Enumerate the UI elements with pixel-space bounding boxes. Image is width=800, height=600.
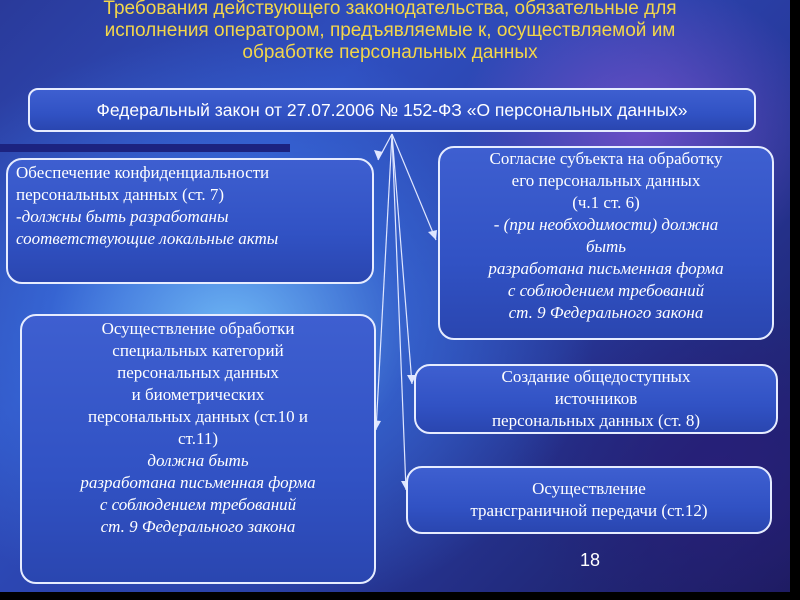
box-line-italic: быть [585,237,627,256]
box-line: Осуществление [532,479,646,498]
box-line: источников [554,389,638,408]
box-line: ст.11) [178,429,218,448]
special-categories-box [20,314,376,584]
frame-border-right [790,0,800,600]
transborder-box [406,466,772,534]
box-line: Обеспечение конфиденциальности [16,163,270,182]
box-line-italic: разработана письменная форма [80,473,316,492]
box-line-italic: с соблюдением требований [507,281,705,300]
box-line: специальных категорий [112,341,284,360]
box-line-italic: должна быть [147,451,249,470]
box-line: его персональных данных [511,171,701,190]
box-line-italic: ст. 9 Федерального закона [508,303,704,322]
box-line: (ч.1 ст. 6) [572,193,640,212]
box-line-italic: -должны быть разработаны [16,207,229,226]
box-line-italic: соответствующие локальные акты [16,229,279,248]
box-line-italic: - (при необходимости) должна [493,215,719,234]
box-line-italic: разработана письменная форма [488,259,724,278]
box-line: Согласие субъекта на обработку [489,149,723,168]
box-line-italic: ст. 9 Федерального закона [100,517,296,536]
title-line: обработке персональных данных [242,42,538,63]
consent-box [438,146,774,340]
box-line-italic: с соблюдением требований [99,495,297,514]
title-line: Требования действующего законодательства, обязательные для [103,0,677,19]
box-line: персональных данных (ст.10 и [87,407,308,426]
slide-title [20,0,760,64]
frame-border-bottom [0,592,800,600]
box-line: Осуществление обработки [101,319,295,338]
box-line: Создание общедоступных [501,367,691,386]
box-line: и биометрических [131,385,265,404]
box-line: персональных данных [117,363,279,382]
confidentiality-box [6,158,374,284]
box-line: персональных данных (ст. 7) [16,185,225,204]
decor-bar [0,144,290,152]
title-line: исполнения оператором, предъявляемые к, осуществляемой им [104,20,676,41]
box-line: персональных данных (ст. 8) [491,411,701,430]
box-line: трансграничной передачи (ст.12) [470,501,708,520]
page-number: 18 [580,550,601,570]
public-sources-box [414,364,778,434]
law-box: Федеральный закон от 27.07.2006 № 152-ФЗ «О персональных данных» [28,88,756,132]
